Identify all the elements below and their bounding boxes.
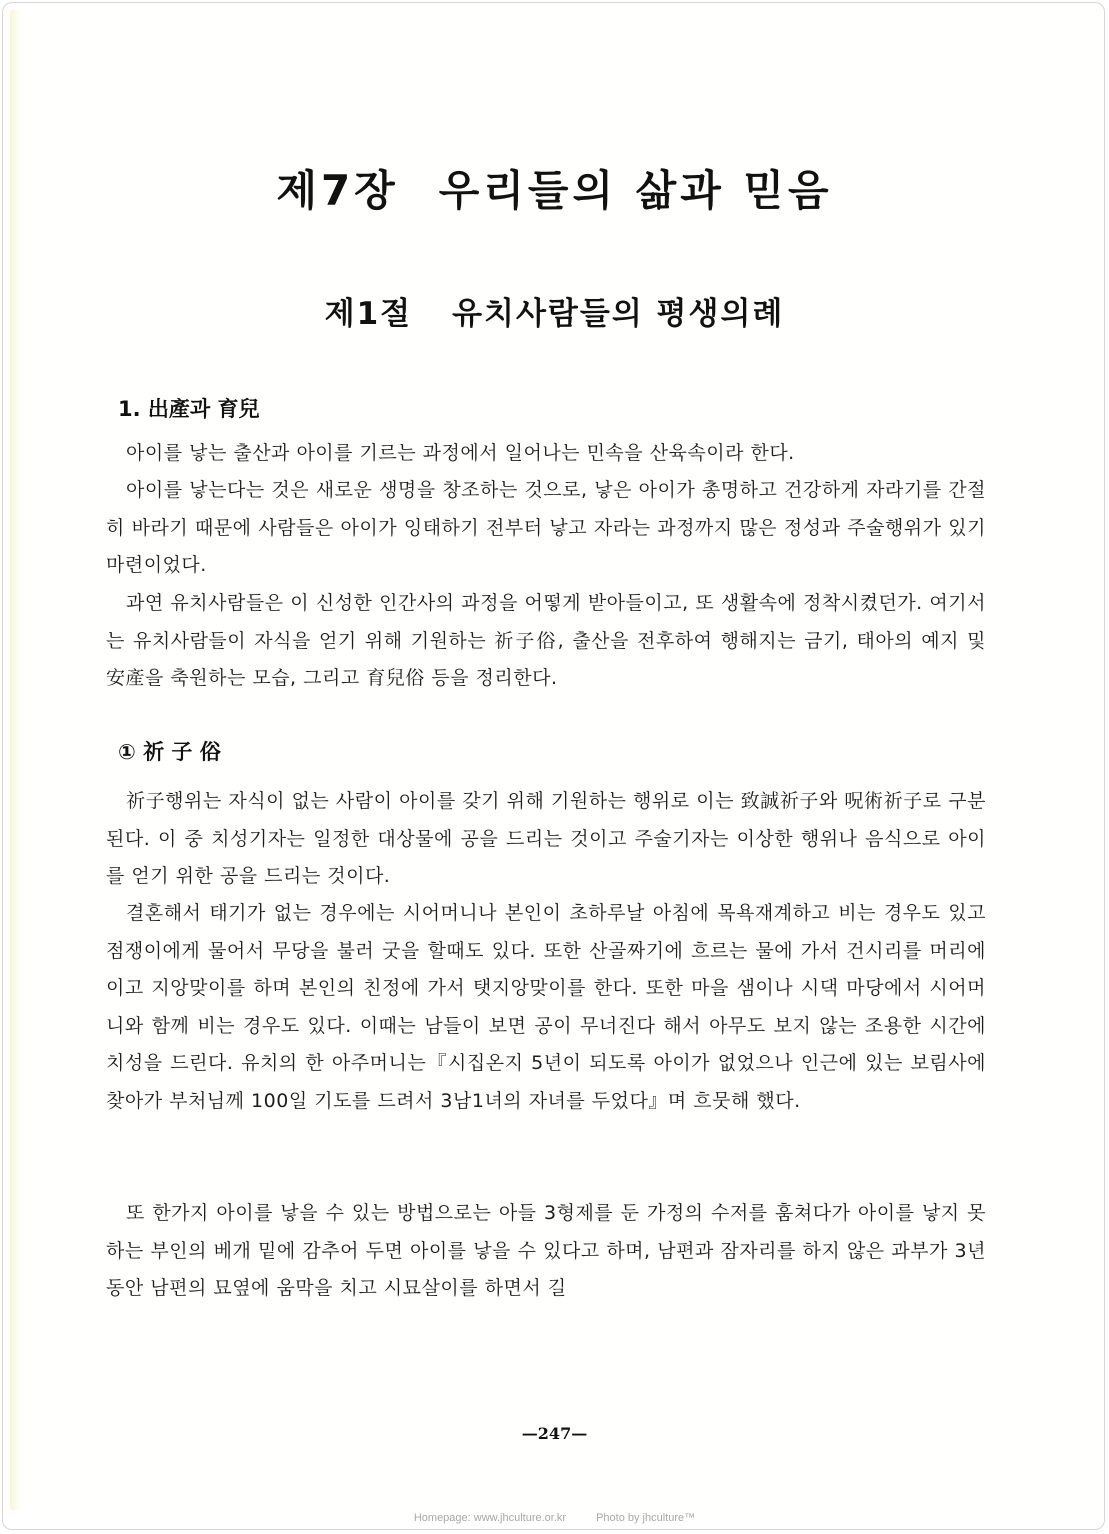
page-edge-shadow	[10, 10, 20, 1510]
subsection-heading-birth: 1. 出產과 育兒	[118, 397, 260, 421]
paragraph-3: 과연 유치사람들은 이 신성한 인간사의 과정을 어떻게 받아들이고, 또 생활속에 정착시켰던가. 여기서는 유치사람들이 자식을 얻기 위해 기원하는 祈子俗, 출산을 전후하여 행해지는 금기, 태아의 예지 및 安產을 축원하는 모습, 그리고 育兒俗 등을 정리한다.	[106, 592, 986, 689]
section-number: 제1절	[324, 296, 413, 332]
chapter-title	[10, 158, 1099, 218]
paragraph-6: 또 한가지 아이를 낳을 수 있는 방법으로는 아들 3형제를 둔 가정의 수저를 훔쳐다가 아이를 낳지 못하는 부인의 베개 밑에 감추어 두면 아이를 낳을 수 있다고 하며, 남편과 잠자리를 하지 않은 과부가 3년 동안 남편의 묘옆에 움막을 치고 시묘살이를 하면서 길	[106, 1202, 986, 1299]
paragraph-5: 결혼해서 태기가 없는 경우에는 시어머니나 본인이 초하루날 아침에 목욕재계하고 비는 경우도 있고 점쟁이에게 물어서 무당을 불러 굿을 할때도 있다. 또한 산골짜기에 흐르는 물에 가서 건시리를 머리에 이고 지앙맞이를 하며 본인의 친정에 가서 탯지앙맞이를 한다. 또한 마을 샘이나 시댁 마당에서 시어머니와 함께 비는 경우도 있다. 이때는 남들이 보면 공이 무너진다 해서 아무도 보지 않는 조용한 시간에 치성을 드린다. 유치의 한 아주머니는『시집온지 5년이 되도록 아이가 없었으나 인근에 있는 보림사에 찾아가 부처님께 100일 기도를 드려서 3남1녀의 자녀를 두었다』며 흐뭇해 했다.	[106, 902, 986, 1112]
subsection-heading-giza: ① 祈 子 俗	[118, 740, 221, 764]
chapter-number: 제7장	[276, 166, 399, 215]
chapter-title-text: 우리들의 삶과 믿음	[438, 166, 833, 215]
footer-homepage: Homepage: www.jhculture.or.kr	[413, 1512, 567, 1524]
paragraph-2: 아이를 낳는다는 것은 새로운 생명을 창조하는 것으로, 낳은 아이가 총명하고 건강하게 자라기를 간절히 바라기 때문에 사람들은 아이가 잉태하기 전부터 낳고 자라는 과정까지 많은 정성과 주술행위가 있기 마련이었다.	[106, 479, 986, 576]
section-title	[10, 288, 1099, 333]
paragraph-1: 아이를 낳는 출산과 아이를 기르는 과정에서 일어나는 민속을 산육속이라 한다.	[126, 442, 795, 464]
footer-credits	[0, 1512, 1109, 1524]
page-number: —247—	[521, 1424, 588, 1443]
paragraph-4: 祈子행위는 자식이 없는 사람이 아이를 갖기 위해 기원하는 행위로 이는 致誠祈子와 呪術祈子로 구분된다. 이 중 치성기자는 일정한 대상물에 공을 드리는 것이고 주술기자는 이상한 행위나 음식으로 아이를 얻기 위한 공을 드리는 것이다.	[106, 790, 986, 887]
section-title-text: 유치사람들의 평생의례	[452, 296, 785, 332]
document-page	[10, 10, 1099, 1510]
footer-photo-credit: Photo by jhculture™	[596, 1512, 696, 1524]
